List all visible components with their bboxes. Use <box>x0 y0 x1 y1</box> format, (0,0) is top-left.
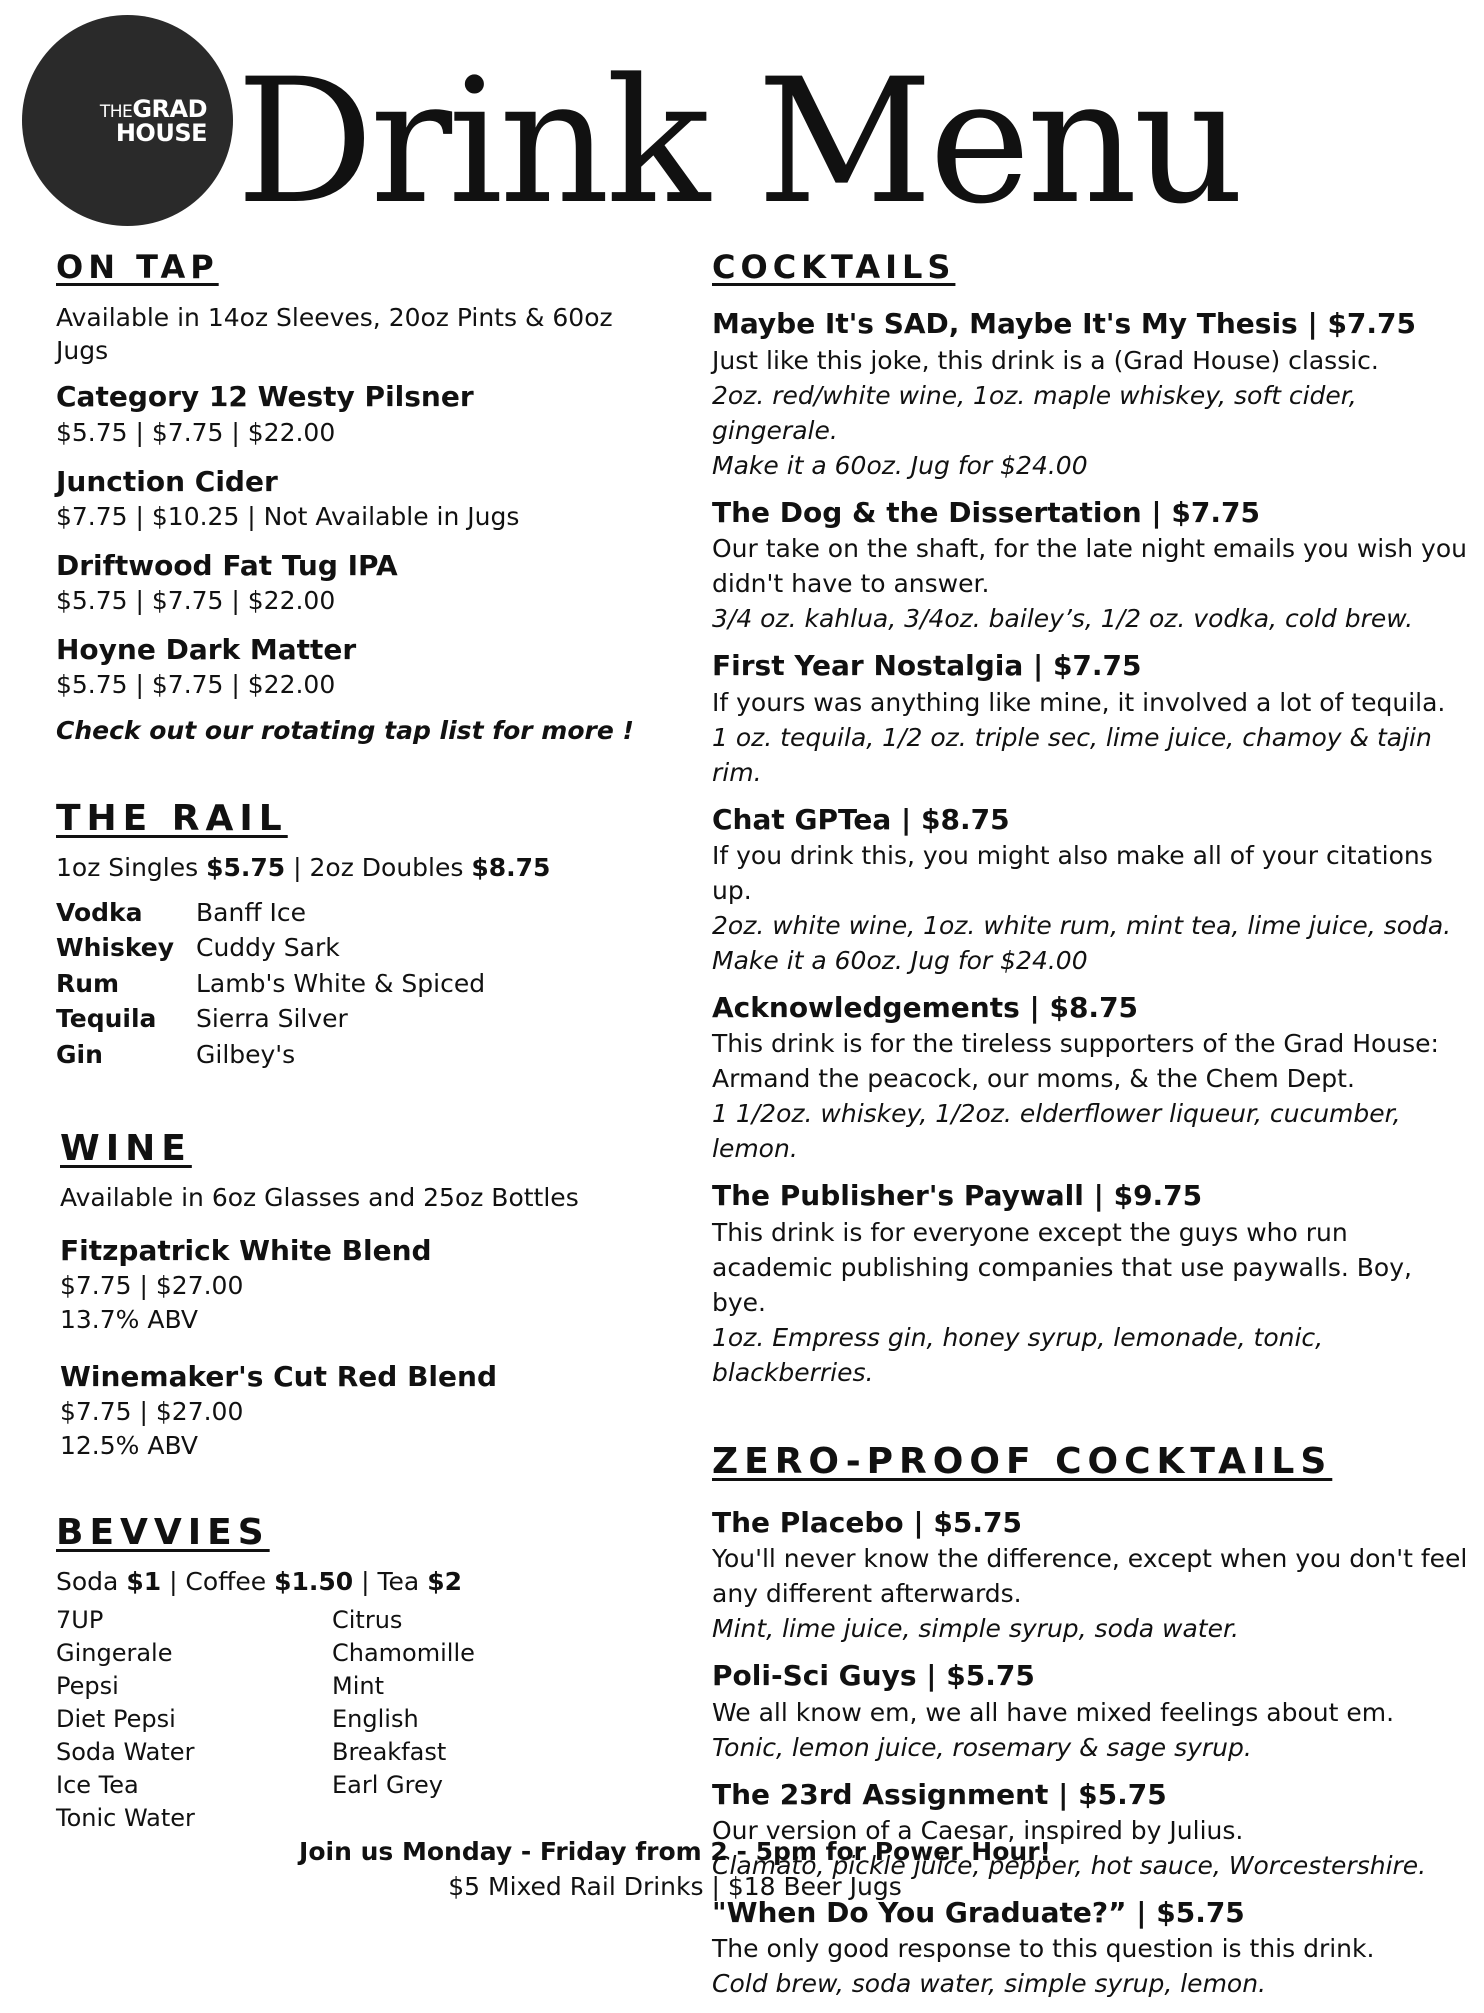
grad-house-logo <box>22 15 233 226</box>
cocktail-name: Acknowledgements | $8.75 <box>712 990 1139 1024</box>
spirit-brand: Sierra Silver <box>196 1004 348 1034</box>
beer-name: Junction Cider <box>56 464 278 498</box>
tap-item <box>56 632 656 702</box>
wine-price: $7.75 | $27.00 <box>60 1397 244 1427</box>
on-tap-section <box>56 248 656 745</box>
spirit-name: Rum <box>56 968 120 998</box>
wine-item <box>60 1233 656 1337</box>
wine-abv: 12.5% ABV <box>60 1430 198 1460</box>
mocktail-ingredients: Clamato, pickle juice, pepper, hot sauce, Worcestershire. <box>712 1851 1427 1881</box>
soda-item: Pepsi <box>56 1672 119 1701</box>
wine-item <box>60 1359 656 1463</box>
logo-the: THE <box>99 101 133 122</box>
cocktail-item <box>712 802 1472 978</box>
spirit-name: Vodka <box>56 897 143 927</box>
wine-section <box>56 1127 656 1462</box>
logo-house: HOUSE <box>115 118 207 147</box>
rail-singles-label: 1oz Singles <box>56 853 199 883</box>
rail-singles-price: $5.75 <box>206 853 286 883</box>
cocktail-jug-offer: Make it a 60oz. Jug for $24.00 <box>712 450 1088 480</box>
tea-item: Citrus <box>332 1606 403 1635</box>
rail-doubles-price: $8.75 <box>471 853 551 883</box>
spirit-brand: Gilbey's <box>196 1039 296 1069</box>
cocktail-description: Just like this joke, this drink is a (Grad House) classic. <box>712 345 1379 375</box>
mocktail-name: "When Do You Graduate?” | $5.75 <box>712 1896 1245 1930</box>
mocktail-ingredients: Cold brew, soda water, simple syrup, lemon. <box>712 1969 1267 1999</box>
coffee-price: $1.50 <box>274 1566 354 1596</box>
cocktails-heading: COCKTAILS <box>712 248 956 286</box>
beer-price: $5.75 | $7.75 | $22.00 <box>56 670 336 700</box>
mocktail-description: The only good response to this question is this drink. <box>712 1934 1375 1964</box>
left-column <box>56 248 656 1834</box>
power-hour-deals: $5 Mixed Rail Drinks | $18 Beer Jugs <box>448 1872 902 1901</box>
soda-item: Soda Water <box>56 1737 195 1766</box>
bevvies-section <box>56 1511 656 1835</box>
beer-price: $7.75 | $10.25 | Not Available in Jugs <box>56 501 520 531</box>
wine-list <box>60 1233 656 1463</box>
on-tap-subtitle: Available in 14oz Sleeves, 20oz Pints & 60oz Jugs <box>56 303 613 365</box>
mocktail-item <box>712 1505 1472 1646</box>
tea-item: English <box>332 1704 419 1733</box>
beer-price: $5.75 | $7.75 | $22.00 <box>56 417 336 447</box>
soda-item: Tonic Water <box>56 1803 195 1832</box>
rail-heading: THE RAIL <box>56 797 288 839</box>
soda-item: 7UP <box>56 1606 104 1635</box>
mocktail-ingredients: Tonic, lemon juice, rosemary & sage syrup. <box>712 1732 1252 1762</box>
cocktail-item <box>712 648 1472 789</box>
power-hour-title: Join us Monday - Friday from 2 - 5pm for Power Hour! <box>299 1837 1051 1866</box>
cocktail-name: First Year Nostalgia | $7.75 <box>712 649 1142 683</box>
cocktail-item <box>712 495 1472 636</box>
wine-name: Winemaker's Cut Red Blend <box>60 1359 497 1393</box>
cocktail-item <box>712 990 1472 1166</box>
bevvies-pricing <box>56 1566 656 1599</box>
mocktail-item <box>712 1658 1472 1764</box>
right-column <box>712 248 1472 2013</box>
cocktail-name: The Publisher's Paywall | $9.75 <box>712 1179 1203 1213</box>
cocktail-description: If you drink this, you might also make all of your citations up. <box>712 840 1433 905</box>
mocktail-description: We all know em, we all have mixed feelings about em. <box>712 1697 1395 1727</box>
coffee-label: | Coffee <box>169 1566 267 1596</box>
tea-list <box>332 1604 656 1834</box>
tea-item: Chamomille <box>332 1639 475 1668</box>
spirit-name: Whiskey <box>56 933 175 963</box>
spirit-brand: Banff Ice <box>196 897 306 927</box>
cocktail-item <box>712 1178 1472 1389</box>
on-tap-heading: ON TAP <box>56 248 219 286</box>
cocktail-list <box>712 306 1472 1389</box>
cocktail-description: If yours was anything like mine, it involved a lot of tequila. <box>712 687 1446 717</box>
tea-label: | Tea <box>361 1566 420 1596</box>
wine-subtitle: Available in 6oz Glasses and 25oz Bottles <box>60 1183 579 1213</box>
cocktails-section <box>712 248 1472 1390</box>
mocktail-description: You'll never know the difference, except when you don't feel any different afterwards. <box>712 1544 1468 1609</box>
cocktail-description: This drink is for everyone except the guys who run academic publishing companies that use paywalls. Boy, bye. <box>712 1217 1412 1317</box>
page-title: Drink Menu <box>236 41 1241 242</box>
mocktail-item <box>712 1895 1472 2001</box>
wine-name: Fitzpatrick White Blend <box>60 1233 432 1267</box>
tea-item: Earl Grey <box>332 1770 443 1799</box>
mocktail-name: The Placebo | $5.75 <box>712 1505 1022 1539</box>
soda-price: $1 <box>126 1566 162 1596</box>
power-hour-footer <box>0 1834 1350 1904</box>
cocktail-ingredients: 1 1/2oz. whiskey, 1/2oz. elderflower liqueur, cucumber, lemon. <box>712 1099 1401 1164</box>
spirit-name: Tequila <box>56 1004 157 1034</box>
soda-list <box>56 1604 332 1834</box>
wine-price: $7.75 | $27.00 <box>60 1271 244 1301</box>
zero-proof-section <box>712 1440 1472 2002</box>
tea-item: Mint <box>332 1672 384 1701</box>
cocktail-name: Chat GPTea | $8.75 <box>712 802 1010 836</box>
tap-note: Check out our rotating tap list for more ! <box>56 715 634 745</box>
cocktail-ingredients: 2oz. white wine, 1oz. white rum, mint tea, lime juice, soda. <box>712 910 1452 940</box>
rail-section <box>56 797 656 1071</box>
tap-list <box>56 379 656 702</box>
bevvies-heading: BEVVIES <box>56 1511 270 1553</box>
rail-spirits-list <box>56 897 656 1072</box>
cocktail-name: The Dog & the Dissertation | $7.75 <box>712 495 1260 529</box>
beer-name: Driftwood Fat Tug IPA <box>56 548 398 582</box>
logo-grad: GRAD <box>132 94 207 123</box>
tea-price: $2 <box>427 1566 462 1596</box>
rail-doubles-label: | 2oz Doubles <box>293 853 464 883</box>
cocktail-jug-offer: Make it a 60oz. Jug for $24.00 <box>712 945 1088 975</box>
mocktail-ingredients: Mint, lime juice, simple syrup, soda water. <box>712 1614 1239 1644</box>
tap-item <box>56 464 656 534</box>
spirit-name: Gin <box>56 1039 103 1069</box>
cocktail-name: Maybe It's SAD, Maybe It's My Thesis | $7.75 <box>712 307 1417 341</box>
soda-item: Diet Pepsi <box>56 1704 176 1733</box>
cocktail-ingredients: 1 oz. tequila, 1/2 oz. triple sec, lime juice, chamoy & tajin rim. <box>712 722 1432 787</box>
beer-name: Category 12 Westy Pilsner <box>56 380 474 414</box>
mocktail-name: The 23rd Assignment | $5.75 <box>712 1777 1167 1811</box>
cocktail-ingredients: 3/4 oz. kahlua, 3/4oz. bailey’s, 1/2 oz. vodka, cold brew. <box>712 604 1414 634</box>
cocktail-description: This drink is for the tireless supporters of the Grad House: Armand the peacock, our moms, & the Chem Dept. <box>712 1029 1439 1094</box>
rail-pricing <box>56 852 656 885</box>
tap-item <box>56 379 656 449</box>
spirit-brand: Lamb's White & Spiced <box>196 968 486 998</box>
bevvies-lists <box>56 1604 656 1834</box>
beer-price: $5.75 | $7.75 | $22.00 <box>56 586 336 616</box>
zero-proof-heading: ZERO-PROOF COCKTAILS <box>712 1440 1333 1482</box>
soda-item: Ice Tea <box>56 1770 139 1799</box>
wine-abv: 13.7% ABV <box>60 1304 198 1334</box>
mocktail-name: Poli-Sci Guys | $5.75 <box>712 1659 1035 1693</box>
spirit-brand: Cuddy Sark <box>196 933 340 963</box>
cocktail-ingredients: 1oz. Empress gin, honey syrup, lemonade, tonic, blackberries. <box>712 1322 1324 1387</box>
cocktail-description: Our take on the shaft, for the late night emails you wish you didn't have to answer. <box>712 534 1467 599</box>
mocktail-description: Our version of a Caesar, inspired by Julius. <box>712 1816 1244 1846</box>
tap-item <box>56 548 656 618</box>
soda-label: Soda <box>56 1566 119 1596</box>
cocktail-item <box>712 306 1472 482</box>
soda-item: Gingerale <box>56 1639 173 1668</box>
tea-item: Breakfast <box>332 1737 447 1766</box>
cocktail-ingredients: 2oz. red/white wine, 1oz. maple whiskey, soft cider, gingerale. <box>712 380 1357 445</box>
wine-heading: WINE <box>60 1128 192 1170</box>
zero-proof-list <box>712 1505 1472 2002</box>
beer-name: Hoyne Dark Matter <box>56 632 357 666</box>
